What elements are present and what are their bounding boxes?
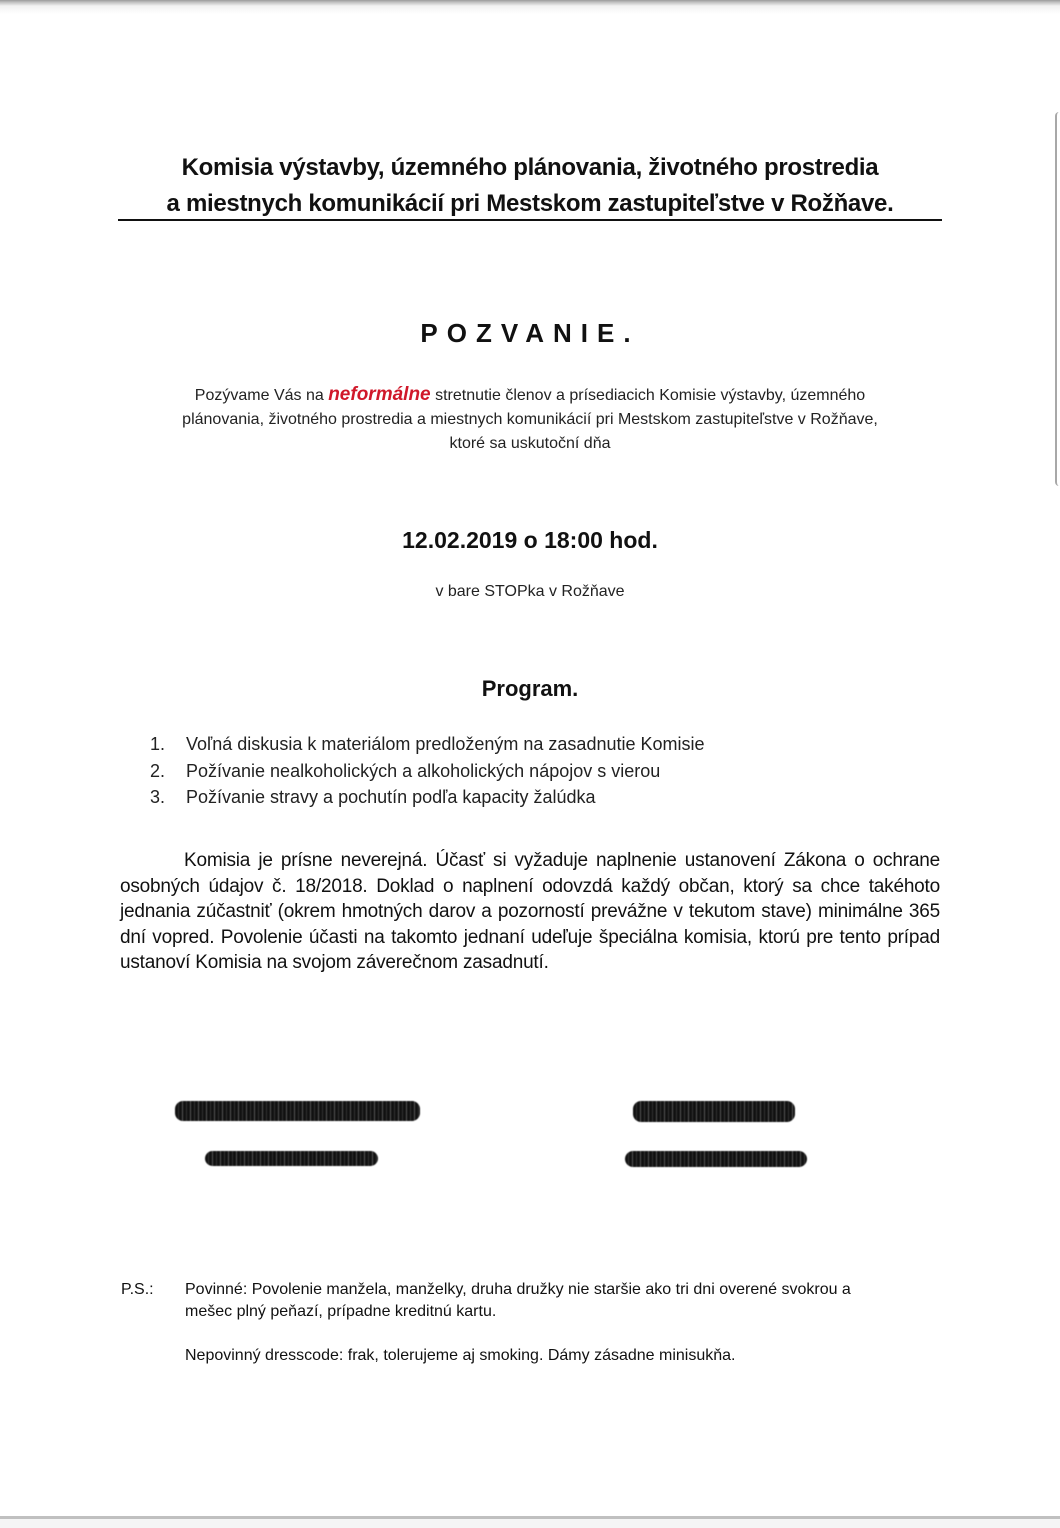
event-venue: v bare STOPka v Rožňave [435, 583, 625, 600]
header-line-1: Komisia výstavby, územného plánovania, životného prostredia [181, 154, 879, 181]
header-line-2: a miestnych komunikácií pri Mestskom zastupiteľstve v Rožňave. [166, 190, 894, 217]
ps-body [185, 1279, 881, 1367]
program-item-number: 3. [150, 787, 166, 807]
program-item-text: Požívanie nealkoholických a alkoholických nápojov s vierou [186, 760, 661, 781]
intro-before: Pozývame Vás na [194, 387, 329, 404]
intro-line-2: plánovania, životného prostredia a miestnych komunikácií pri Mestskom zastupiteľstve v Rožňave, [182, 411, 878, 428]
header-underline [118, 219, 942, 221]
committee-header [118, 150, 942, 222]
document-title: POZVANIE. [420, 318, 640, 348]
program-item [150, 731, 910, 758]
conditions-text: Komisia je prísne neverejná. Účasť si vyžaduje naplnenie ustanovení Zákona o ochrane osobných údajov č. 18/2018. Doklad o naplnení odovzdá každý občan, ktorý sa chce takéhoto jednania zúčastniť (okrem hmotných darov a pozorností prevážne v tekutom stave) minimálne 365 dní vopred. Povolenie účasti na takomto jednaní udeľuje špeciálna komisia, ktorú pre tento prípad ustanoví Komisia na svojom záverečnom zasadnutí. [120, 850, 940, 973]
intro-line-1-rest: stretnutie členov a prísediacich Komisie výstavby, územného [430, 387, 866, 404]
program-item [150, 784, 910, 811]
intro-emphasis: neformálne [328, 384, 431, 405]
program-item-number: 2. [150, 760, 166, 781]
postscript [121, 1279, 881, 1367]
program-item-text: Voľná diskusia k materiálom predloženým na zasadnutie Komisie [186, 734, 705, 754]
signature-left-role-redacted [205, 1151, 378, 1166]
program-title: Program. [481, 676, 579, 701]
program-item [150, 758, 910, 785]
program-item-number: 1. [150, 734, 166, 754]
vertical-scrollbar-thumb[interactable] [1055, 112, 1060, 486]
program-list [150, 731, 910, 811]
signature-right-role-redacted [625, 1151, 807, 1167]
invitation-intro [118, 383, 942, 456]
ps-label: P.S.: [121, 1281, 154, 1298]
viewer-top-shadow [0, 0, 1060, 14]
ps-dresscode: Nepovinný dresscode: frak, tolerujeme aj smoking. Dámy zásadne minisukňa. [185, 1347, 736, 1364]
program-item-text: Požívanie stravy a pochutín podľa kapacity žalúdka [186, 787, 596, 807]
intro-line-3: ktoré sa uskutoční dňa [449, 435, 611, 452]
signature-left-name-redacted [175, 1101, 420, 1121]
intro-line-1 [118, 383, 942, 408]
signature-right-name-redacted [633, 1101, 795, 1122]
ps-required: Povinné: Povolenie manžela, manželky, druha družky nie staršie ako tri dni overené svokrou a mešec plný peňazí, prípadne kreditnú kartu. [185, 1281, 851, 1320]
conditions-paragraph [120, 848, 940, 976]
viewer-bottom-edge [0, 1516, 1060, 1528]
event-datetime: 12.02.2019 o 18:00 hod. [402, 527, 658, 553]
